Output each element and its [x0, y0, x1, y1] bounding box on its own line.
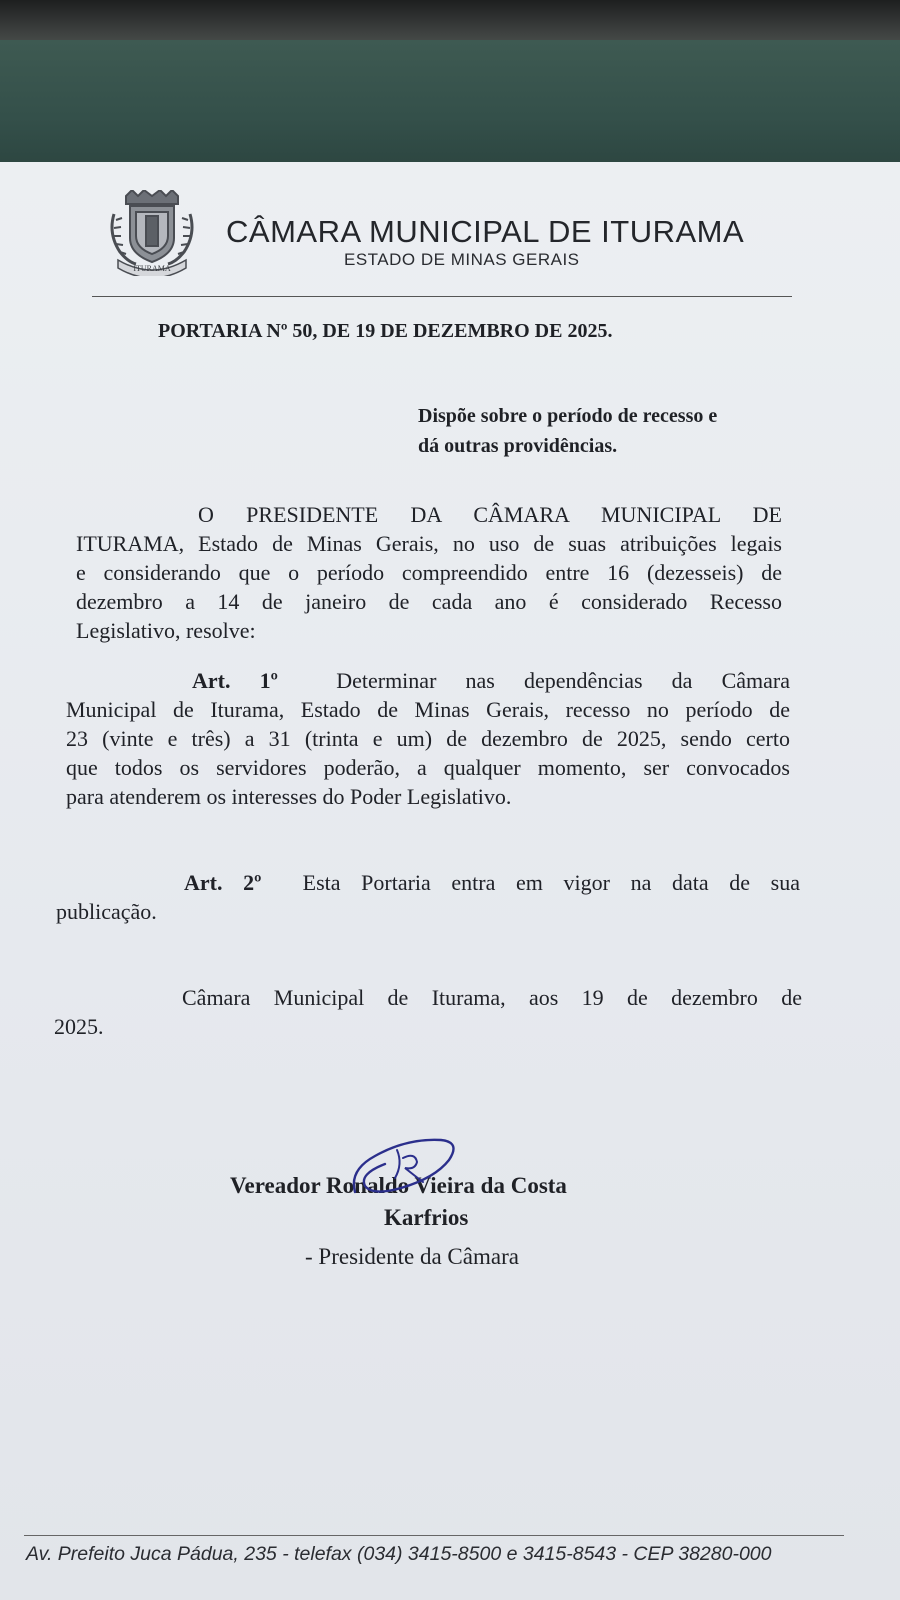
closing-line: 2025. [54, 1014, 104, 1039]
article-1-paragraph [66, 666, 790, 811]
closing-line: Câmara Municipal de Iturama, aos 19 de dezembro de [182, 985, 802, 1010]
portaria-title: PORTARIA Nº 50, DE 19 DE DEZEMBRO DE 2025. [158, 320, 613, 342]
closing-paragraph [54, 983, 802, 1041]
institution-subtitle: ESTADO DE MINAS GERAIS [344, 250, 580, 269]
header-divider [92, 296, 792, 297]
article-1-line: 23 (vinte e três) a 31 (trinta e um) de dezembro de 2025, sendo certo [66, 726, 790, 751]
article-2-line: publicação. [56, 899, 157, 924]
ementa [418, 401, 828, 461]
article-1-line: que todos os servidores poderão, a qualquer momento, ser convocados [66, 755, 790, 780]
signatory-name: Vereador Ronaldo Vieira da Costa [230, 1173, 567, 1198]
article-1-line: Municipal de Iturama, Estado de Minas Gerais, recesso no período de [66, 697, 790, 722]
preamble-paragraph [76, 500, 782, 645]
article-1-label: Art. 1º [192, 668, 278, 693]
article-2-line: Esta Portaria entra em vigor na data de sua [302, 870, 800, 895]
footer-address: Av. Prefeito Juca Pádua, 235 - telefax (034) 3415-8500 e 3415-8543 - CEP 38280-000 [26, 1543, 772, 1565]
signatory-role: - Presidente da Câmara [305, 1244, 519, 1269]
footer-divider [24, 1535, 844, 1536]
article-2-paragraph [56, 868, 800, 926]
article-1-first-line [192, 666, 790, 695]
institution-title: CÂMARA MUNICIPAL DE ITURAMA [226, 214, 745, 249]
preamble-line: dezembro a 14 de janeiro de cada ano é considerado Recesso [76, 589, 782, 614]
preamble-line: ITURAMA, Estado de Minas Gerais, no uso de suas atribuições legais [76, 531, 782, 556]
coat-of-arms-seal-icon [106, 190, 198, 276]
ementa-line: dá outras providências. [418, 435, 618, 457]
article-2-first-line [184, 868, 800, 897]
ementa-line: Dispõe sobre o período de recesso e [418, 405, 718, 427]
article-1-line: para atenderem os interesses do Poder Legislativo. [66, 784, 512, 809]
preamble-line: O PRESIDENTE DA CÂMARA MUNICIPAL DE [198, 502, 782, 527]
preamble-line: e considerando que o período compreendido entre 16 (dezesseis) de [76, 560, 782, 585]
signatory-name-continued: Karfrios [384, 1205, 469, 1230]
seal-banner-text: ITURAMA [133, 264, 171, 273]
article-1-line: Determinar nas dependências da Câmara [336, 668, 790, 693]
background-folder [0, 40, 900, 170]
handwritten-signature-icon [345, 1130, 465, 1214]
preamble-line: Legislativo, resolve: [76, 618, 256, 643]
article-2-label: Art. 2º [184, 870, 262, 895]
